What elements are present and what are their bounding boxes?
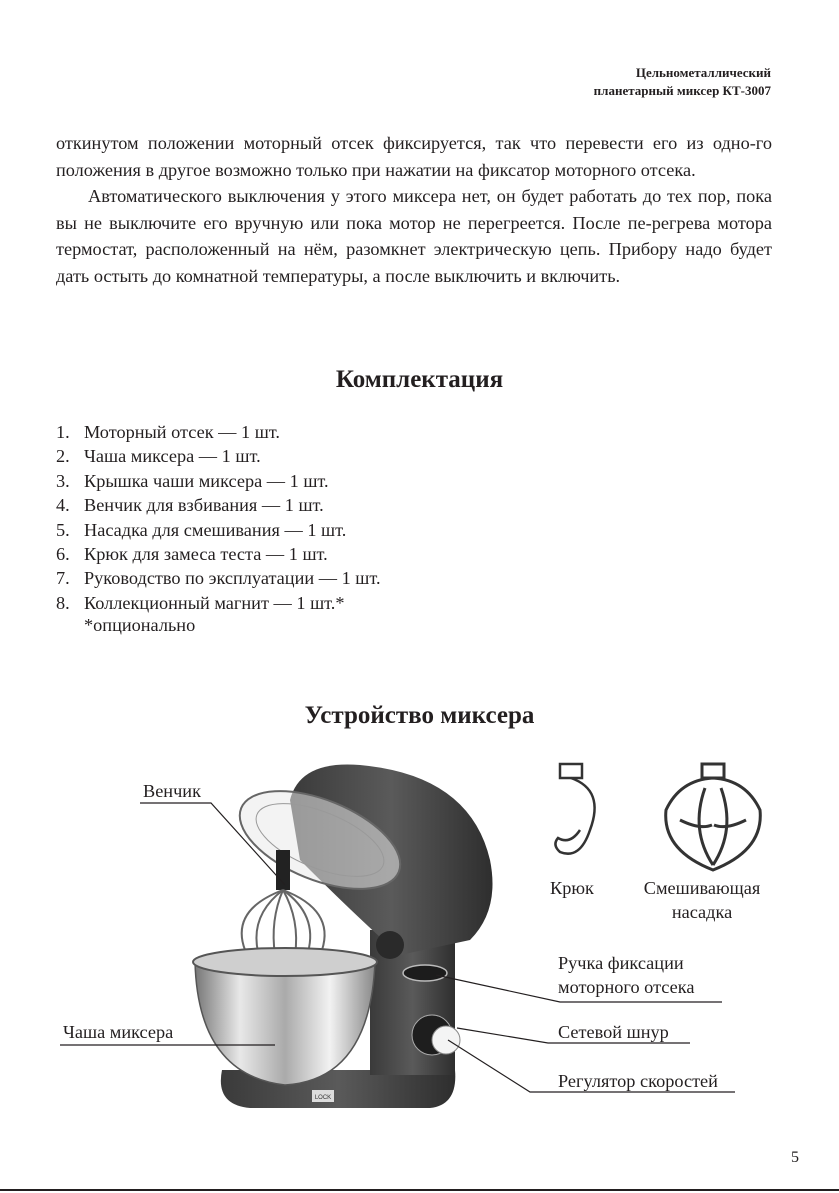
label-mixer-line1: Смешивающая <box>643 878 761 898</box>
list-number: 8. <box>56 592 70 613</box>
list-text: Венчик для взбивания — 1 шт. <box>84 495 324 516</box>
list-text: Крышка чаши миксера — 1 шт. <box>84 470 329 491</box>
list-item <box>56 566 381 590</box>
list-number: 6. <box>56 544 70 565</box>
label-speed-control: Регулятор скоростей <box>558 1071 718 1091</box>
section-title-device: Устройство миксера <box>304 702 535 729</box>
hinge <box>376 931 404 959</box>
list-number: 4. <box>56 495 70 516</box>
flat-beater <box>666 764 761 870</box>
list-number: 5. <box>56 519 70 540</box>
list-number: 1. <box>56 422 70 442</box>
running-header <box>594 64 771 100</box>
kit-list <box>56 420 381 615</box>
label-lock-handle <box>558 951 694 999</box>
bottom-rule <box>0 1189 839 1191</box>
body-text <box>56 130 772 290</box>
list-item <box>56 542 381 566</box>
label-whisk: Венчик <box>143 781 201 801</box>
speed-knob <box>432 1026 460 1054</box>
list-item <box>56 518 381 542</box>
bowl-rim <box>193 948 377 976</box>
list-text: Крюк для замеса теста — 1 шт. <box>84 544 328 565</box>
list-item <box>56 444 381 468</box>
header-line-1: Цельнометаллический <box>635 65 771 80</box>
list-text: Чаша миксера — 1 шт. <box>84 446 261 467</box>
label-bowl: Чаша миксера <box>63 1022 174 1042</box>
label-lock-line2: моторного отсека <box>558 977 695 997</box>
list-item <box>56 591 381 615</box>
label-lock-line1: Ручка фиксации <box>558 953 684 973</box>
label-mixer-line2: насадка <box>671 902 733 922</box>
list-text: Коллекционный магнит — 1 шт.* <box>84 592 345 613</box>
hook-attachment <box>555 764 594 854</box>
header-line-2: планетарный миксер КТ-3007 <box>593 83 771 98</box>
list-number: 7. <box>56 568 70 589</box>
list-text: Моторный отсек — 1 шт. <box>84 422 280 442</box>
list-number: 2. <box>56 446 70 467</box>
list-text: Насадка для смешивания — 1 шт. <box>84 519 347 540</box>
label-hook: Крюк <box>550 878 594 898</box>
page-number: 5 <box>791 1149 799 1166</box>
paragraph-2: Автоматического выключения у этого миксера нет, он будет работать до тех пор, пока вы не выключите его вручную или пока мотор не перегреется. После пе-регрева мотора термостат, расположенный на нём, разомкнет электрическую цепь. Прибору надо будет дать остыть до комнатной температуры, а после выключить и включить. <box>56 186 772 286</box>
section-title-kit: Комплектация <box>335 366 504 393</box>
bowl <box>195 962 375 1085</box>
list-item <box>56 420 381 444</box>
list-number: 3. <box>56 470 70 491</box>
list-text: Руководство по эксплуатации — 1 шт. <box>84 568 381 589</box>
mixer-diagram <box>0 740 839 1120</box>
list-item <box>56 493 381 517</box>
list-item <box>56 469 381 493</box>
whisk-shaft <box>276 850 290 890</box>
label-power-cord: Сетевой шнур <box>558 1022 669 1042</box>
optional-note: *опционально <box>84 615 196 635</box>
paragraph-1: откинутом положении моторный отсек фиксируется, так что перевести его из одно-го положения в другое возможно только при нажатии на фиксатор моторного отсека. <box>56 133 772 180</box>
lock-badge-text: LOCK <box>314 1095 332 1101</box>
label-mixer-attachment <box>637 876 767 924</box>
lock-lever <box>403 965 447 981</box>
